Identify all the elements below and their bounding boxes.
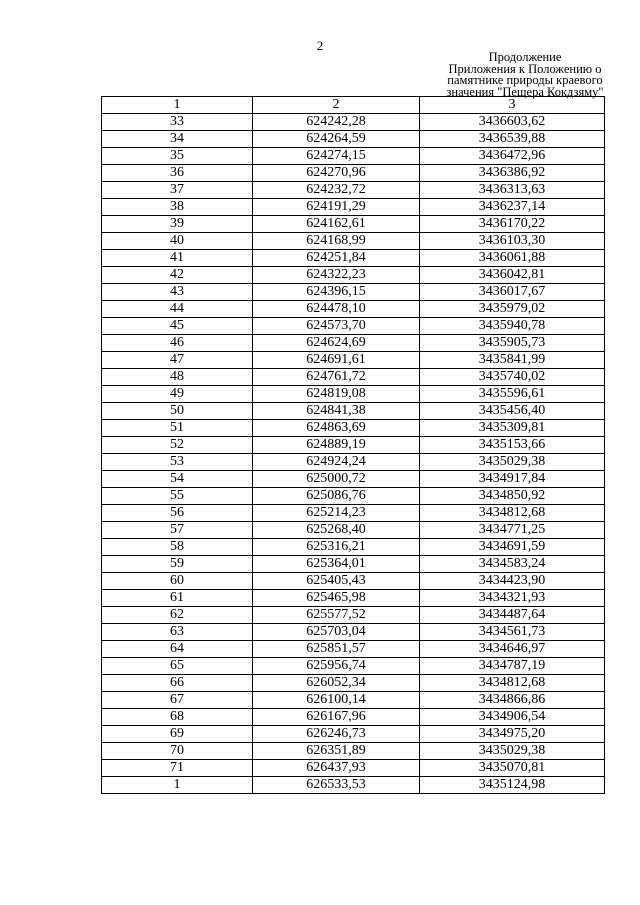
y-coordinate-cell: 3435124,98	[420, 777, 605, 794]
point-number-cell: 47	[102, 352, 253, 369]
point-number-cell: 51	[102, 420, 253, 437]
point-number-cell: 35	[102, 148, 253, 165]
y-coordinate-cell: 3434812,68	[420, 505, 605, 522]
x-coordinate-cell: 624264,59	[253, 131, 420, 148]
x-coordinate-cell: 624232,72	[253, 182, 420, 199]
y-coordinate-cell: 3436042,81	[420, 267, 605, 284]
point-number-cell: 53	[102, 454, 253, 471]
point-number-cell: 49	[102, 386, 253, 403]
table-row	[102, 573, 605, 590]
point-number-cell: 66	[102, 675, 253, 692]
table-row	[102, 148, 605, 165]
y-coordinate-cell: 3434917,84	[420, 471, 605, 488]
table-row	[102, 437, 605, 454]
point-number-cell: 46	[102, 335, 253, 352]
y-coordinate-cell: 3434866,86	[420, 692, 605, 709]
table-row	[102, 743, 605, 760]
x-coordinate-cell: 624691,61	[253, 352, 420, 369]
header-line: значения "Пещера Кокдзяму"	[446, 84, 604, 99]
table-row	[102, 301, 605, 318]
x-coordinate-cell: 625086,76	[253, 488, 420, 505]
table-row	[102, 165, 605, 182]
y-coordinate-cell: 3436017,67	[420, 284, 605, 301]
table-row	[102, 267, 605, 284]
x-coordinate-cell: 625956,74	[253, 658, 420, 675]
point-number-cell: 70	[102, 743, 253, 760]
point-number-cell: 60	[102, 573, 253, 590]
point-number-cell: 69	[102, 726, 253, 743]
table-row	[102, 539, 605, 556]
table-row	[102, 182, 605, 199]
x-coordinate-cell: 624841,38	[253, 403, 420, 420]
table-row	[102, 692, 605, 709]
column-header-y: 3	[420, 97, 605, 114]
point-number-cell: 50	[102, 403, 253, 420]
table-row	[102, 369, 605, 386]
y-coordinate-cell: 3435596,61	[420, 386, 605, 403]
y-coordinate-cell: 3436237,14	[420, 199, 605, 216]
y-coordinate-cell: 3434691,59	[420, 539, 605, 556]
y-coordinate-cell: 3435979,02	[420, 301, 605, 318]
table-row	[102, 624, 605, 641]
y-coordinate-cell: 3435029,38	[420, 454, 605, 471]
table-row	[102, 114, 605, 131]
x-coordinate-cell: 624322,23	[253, 267, 420, 284]
point-number-cell: 41	[102, 250, 253, 267]
table-header-row	[102, 97, 605, 114]
x-coordinate-cell: 625851,57	[253, 641, 420, 658]
y-coordinate-cell: 3436313,63	[420, 182, 605, 199]
x-coordinate-cell: 624924,24	[253, 454, 420, 471]
point-number-cell: 38	[102, 199, 253, 216]
point-number-cell: 54	[102, 471, 253, 488]
table-row	[102, 454, 605, 471]
y-coordinate-cell: 3435029,38	[420, 743, 605, 760]
x-coordinate-cell: 624168,99	[253, 233, 420, 250]
x-coordinate-cell: 625000,72	[253, 471, 420, 488]
x-coordinate-cell: 626351,89	[253, 743, 420, 760]
table-row	[102, 284, 605, 301]
x-coordinate-cell: 624624,69	[253, 335, 420, 352]
y-coordinate-cell: 3435309,81	[420, 420, 605, 437]
table-row	[102, 250, 605, 267]
y-coordinate-cell: 3436061,88	[420, 250, 605, 267]
point-number-cell: 63	[102, 624, 253, 641]
y-coordinate-cell: 3436539,88	[420, 131, 605, 148]
point-number-cell: 61	[102, 590, 253, 607]
table-row	[102, 709, 605, 726]
table-row	[102, 505, 605, 522]
point-number-cell: 1	[102, 777, 253, 794]
x-coordinate-cell: 626437,93	[253, 760, 420, 777]
table-body	[102, 114, 605, 794]
x-coordinate-cell: 624819,08	[253, 386, 420, 403]
x-coordinate-cell: 625465,98	[253, 590, 420, 607]
y-coordinate-cell: 3435905,73	[420, 335, 605, 352]
table-row	[102, 641, 605, 658]
x-coordinate-cell: 624162,61	[253, 216, 420, 233]
y-coordinate-cell: 3435740,02	[420, 369, 605, 386]
y-coordinate-cell: 3436603,62	[420, 114, 605, 131]
y-coordinate-cell: 3434906,54	[420, 709, 605, 726]
table-row	[102, 556, 605, 573]
x-coordinate-cell: 626167,96	[253, 709, 420, 726]
y-coordinate-cell: 3436472,96	[420, 148, 605, 165]
x-coordinate-cell: 625268,40	[253, 522, 420, 539]
x-coordinate-cell: 624761,72	[253, 369, 420, 386]
table-row	[102, 726, 605, 743]
x-coordinate-cell: 625214,23	[253, 505, 420, 522]
table-row	[102, 777, 605, 794]
point-number-cell: 36	[102, 165, 253, 182]
table-row	[102, 335, 605, 352]
x-coordinate-cell: 624478,10	[253, 301, 420, 318]
y-coordinate-cell: 3436386,92	[420, 165, 605, 182]
point-number-cell: 40	[102, 233, 253, 250]
x-coordinate-cell: 625577,52	[253, 607, 420, 624]
point-number-cell: 59	[102, 556, 253, 573]
table-row	[102, 420, 605, 437]
x-coordinate-cell: 626246,73	[253, 726, 420, 743]
point-number-cell: 57	[102, 522, 253, 539]
y-coordinate-cell: 3434787,19	[420, 658, 605, 675]
x-coordinate-cell: 624889,19	[253, 437, 420, 454]
point-number-cell: 56	[102, 505, 253, 522]
point-number-cell: 43	[102, 284, 253, 301]
point-number-cell: 65	[102, 658, 253, 675]
point-number-cell: 67	[102, 692, 253, 709]
x-coordinate-cell: 625703,04	[253, 624, 420, 641]
x-coordinate-cell: 626052,34	[253, 675, 420, 692]
table-row	[102, 216, 605, 233]
table-row	[102, 233, 605, 250]
y-coordinate-cell: 3435456,40	[420, 403, 605, 420]
y-coordinate-cell: 3434561,73	[420, 624, 605, 641]
x-coordinate-cell: 626100,14	[253, 692, 420, 709]
x-coordinate-cell: 625316,21	[253, 539, 420, 556]
y-coordinate-cell: 3434646,97	[420, 641, 605, 658]
column-header-point: 1	[102, 97, 253, 114]
x-coordinate-cell: 624242,28	[253, 114, 420, 131]
y-coordinate-cell: 3436170,22	[420, 216, 605, 233]
x-coordinate-cell: 624191,29	[253, 199, 420, 216]
point-number-cell: 52	[102, 437, 253, 454]
column-header-x: 2	[253, 97, 420, 114]
x-coordinate-cell: 624396,15	[253, 284, 420, 301]
x-coordinate-cell: 626533,53	[253, 777, 420, 794]
x-coordinate-cell: 624573,70	[253, 318, 420, 335]
point-number-cell: 62	[102, 607, 253, 624]
table-row	[102, 522, 605, 539]
y-coordinate-cell: 3436103,30	[420, 233, 605, 250]
x-coordinate-cell: 625364,01	[253, 556, 420, 573]
appendix-header	[440, 52, 610, 98]
table-row	[102, 590, 605, 607]
y-coordinate-cell: 3434321,93	[420, 590, 605, 607]
point-number-cell: 48	[102, 369, 253, 386]
table-row	[102, 131, 605, 148]
y-coordinate-cell: 3434583,24	[420, 556, 605, 573]
point-number-cell: 37	[102, 182, 253, 199]
y-coordinate-cell: 3434975,20	[420, 726, 605, 743]
page-number: 2	[316, 38, 324, 53]
table-row	[102, 471, 605, 488]
x-coordinate-cell: 624863,69	[253, 420, 420, 437]
y-coordinate-cell: 3435940,78	[420, 318, 605, 335]
coordinates-table	[101, 96, 605, 794]
table-row	[102, 386, 605, 403]
point-number-cell: 71	[102, 760, 253, 777]
point-number-cell: 42	[102, 267, 253, 284]
point-number-cell: 58	[102, 539, 253, 556]
table-row	[102, 318, 605, 335]
table-row	[102, 199, 605, 216]
point-number-cell: 45	[102, 318, 253, 335]
y-coordinate-cell: 3434771,25	[420, 522, 605, 539]
header-line: памятнике природы краевого	[447, 73, 603, 87]
y-coordinate-cell: 3435153,66	[420, 437, 605, 454]
x-coordinate-cell: 624274,15	[253, 148, 420, 165]
table-row	[102, 352, 605, 369]
y-coordinate-cell: 3435841,99	[420, 352, 605, 369]
point-number-cell: 44	[102, 301, 253, 318]
table-row	[102, 403, 605, 420]
point-number-cell: 68	[102, 709, 253, 726]
x-coordinate-cell: 624251,84	[253, 250, 420, 267]
x-coordinate-cell: 625405,43	[253, 573, 420, 590]
table-row	[102, 760, 605, 777]
x-coordinate-cell: 624270,96	[253, 165, 420, 182]
point-number-cell: 55	[102, 488, 253, 505]
point-number-cell: 64	[102, 641, 253, 658]
y-coordinate-cell: 3434423,90	[420, 573, 605, 590]
y-coordinate-cell: 3435070,81	[420, 760, 605, 777]
y-coordinate-cell: 3434487,64	[420, 607, 605, 624]
point-number-cell: 34	[102, 131, 253, 148]
y-coordinate-cell: 3434850,92	[420, 488, 605, 505]
point-number-cell: 33	[102, 114, 253, 131]
y-coordinate-cell: 3434812,68	[420, 675, 605, 692]
point-number-cell: 39	[102, 216, 253, 233]
header-line: Продолжение	[488, 50, 562, 64]
header-line: Приложения к Положению о	[448, 61, 602, 76]
table-row	[102, 488, 605, 505]
table-row	[102, 658, 605, 675]
table-row	[102, 675, 605, 692]
table-row	[102, 607, 605, 624]
